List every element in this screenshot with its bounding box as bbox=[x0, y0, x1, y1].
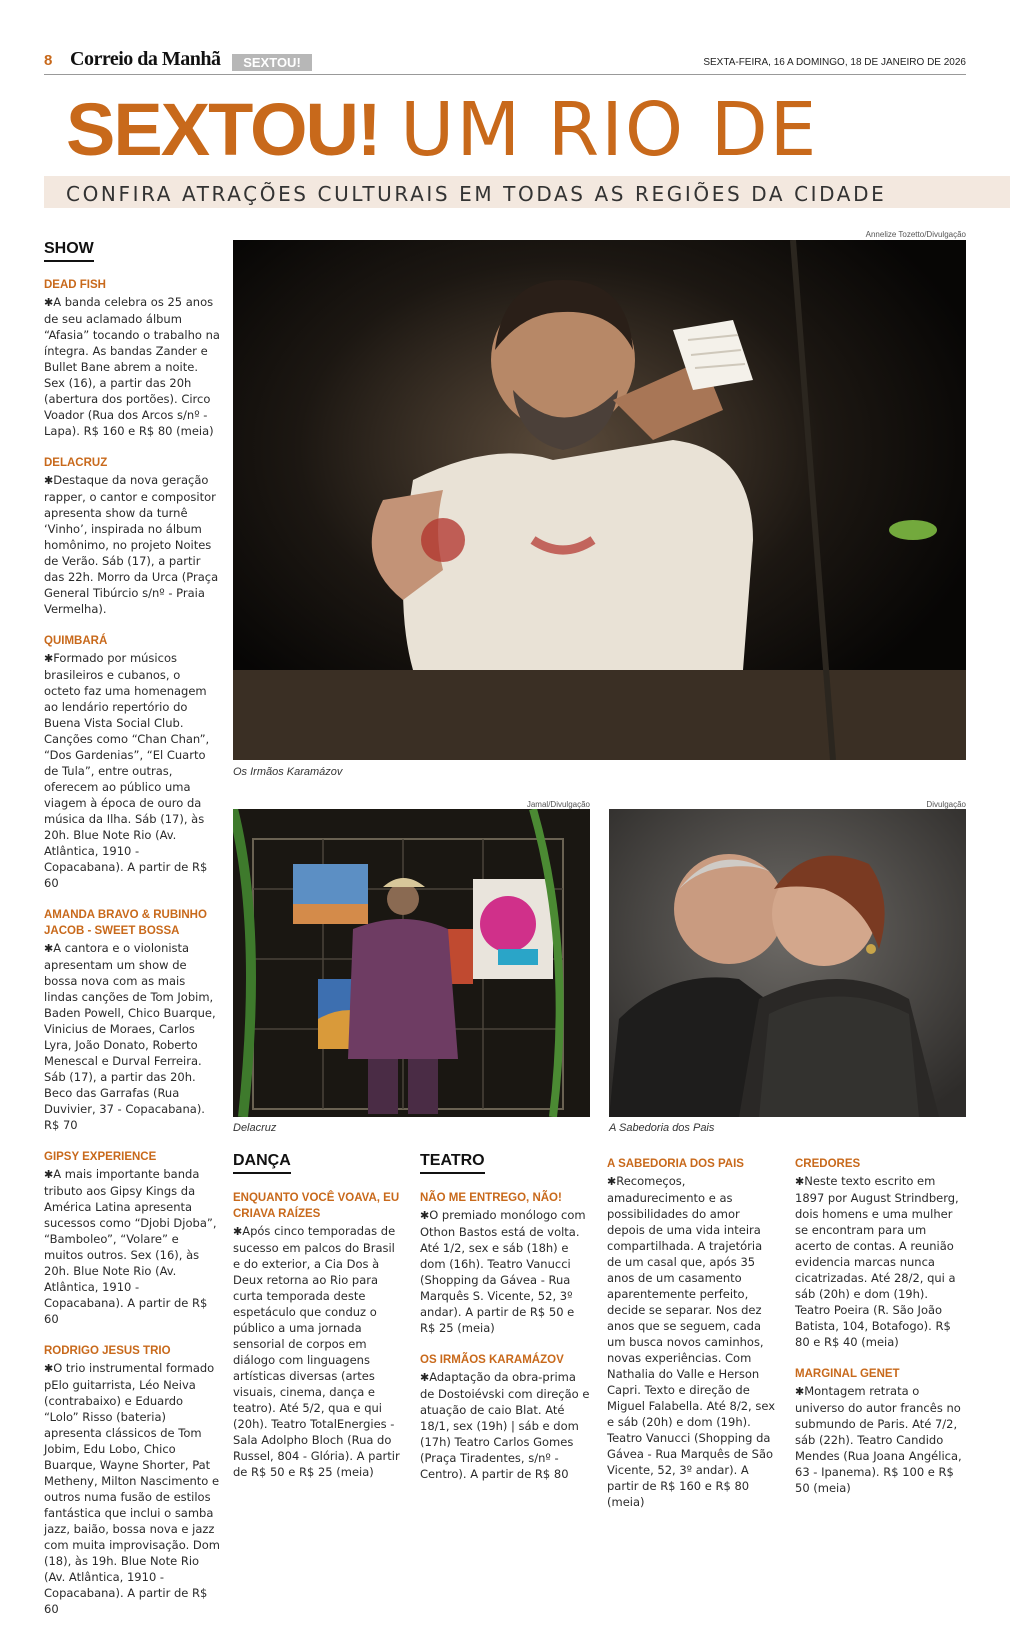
photo-credit-left: Jamal/Divulgação bbox=[526, 800, 590, 809]
teatro-item-text: ✱ Neste texto escrito em 1897 por August Strindberg, dois homens e uma mulher se encontram para um acerto de contas. A reunião evidencia marcas nunca cicatrizadas. Até 28/2, qui a sáb (20h) e dom (19h). Teatro Poeira (R. São João Batista, 104, Botafogo). R$ 80 e R$ 40 (meia) bbox=[795, 1173, 966, 1350]
newspaper-masthead: Correio da Manhã bbox=[70, 48, 221, 70]
subhead: CONFIRA ATRAÇÕES CULTURAIS EM TODAS AS REGIÕES DA CIDADE bbox=[66, 182, 887, 206]
show-item-title: DEAD FISH bbox=[44, 279, 106, 291]
show-item-text: ✱ O trio instrumental formado pElo guitarrista, Léo Neiva (contrabaixo) e Eduardo “Lolo” Risso (bateria) apresenta clássicos de Tom Jobim, Edu Lobo, Chico Buarque, Wayne Shorter, Pat Metheny, Milton Nascimento e outros numa fusão de estilos fantástica que inclui o samba jazz, baião, bossa nova e jazz com muita improvisação. Dom (18), às 19h. Blue Note Rio (Av. Atlântica, 1910 - Copacabana). A partir de R$ 60 bbox=[44, 1360, 220, 1617]
photo-main bbox=[233, 240, 966, 760]
show-item-title: QUIMBARÁ bbox=[44, 635, 108, 647]
danca-section-title: DANÇA bbox=[233, 1152, 291, 1174]
teatro-item-title: CREDORES bbox=[795, 1158, 861, 1170]
show-item-title: GIPSY EXPERIENCE bbox=[44, 1151, 157, 1163]
teatro-item-title: OS IRMÃOS KARAMÁZOV bbox=[420, 1354, 564, 1366]
teatro-item-text: ✱ Recomeços, amadurecimento e as possibilidades do amor depois de uma vida inteira compartilhada. A trajetória de um casal que, após 35 anos de um casamento aparentemente perfeito, decide se separar. Nos dez anos que se seguem, cada um busca novos caminhos, novas experiências. Com Nathalia do Valle e Herson Capri. Texto e direção de Miguel Falabella. Até 8/2, sex e sáb (20h) e dom (19h). Teatro Vanucci (Shopping da Gávea - Rua Marquês de São Vicente, 52, 3º andar). A partir de R$ 160 e R$ 80 (meia) bbox=[607, 1173, 777, 1510]
headline-light: UM RIO DE bbox=[400, 87, 819, 173]
photo-caption-left: Delacruz bbox=[233, 1122, 277, 1134]
teatro-column-1 bbox=[420, 1190, 590, 1498]
show-section-title: SHOW bbox=[44, 240, 94, 262]
section-tag: SEXTOU! bbox=[232, 54, 312, 71]
show-item-title: RODRIGO JESUS TRIO bbox=[44, 1345, 171, 1357]
danca-item-text: ✱ Após cinco temporadas de sucesso em palcos do Brasil e do exterior, a Cia Dos à Deux retorna ao Rio para curta temporada deste espetáculo que conduz o público a uma jornada sensorial de corpos em diálogo com linguagens artísticas diversas (artes visuais, cinema, dança e teatro). Até 5/2, qua e qui (20h). Teatro TotalEnergies - Sala Adolpho Bloch (Rua do Russel, 804 - Glória). A partir de R$ 50 e R$ 25 (meia) bbox=[233, 1223, 405, 1480]
teatro-item-text: ✱ Adaptação da obra-prima de Dostoiévski com direção e atuação de caio Blat. Até 18/1, sex (19h) | sáb e dom (17h) Teatro Carlos Gomes (Praça Tiradentes, s/nº - Centro). A partir de R$ 80 bbox=[420, 1369, 590, 1482]
header-rule bbox=[44, 74, 966, 75]
photo-caption-right: A Sabedoria dos Pais bbox=[609, 1122, 715, 1134]
photo-credit-main: Annelize Tozetto/Divulgação bbox=[865, 230, 966, 239]
couple-portrait-illustration bbox=[609, 809, 966, 1117]
show-item-text: ✱ Destaque da nova geração rapper, o cantor e compositor apresenta show da turnê ‘Vinho’, inspirada no álbum homônimo, no projeto Noites de Verão. Sáb (17), a partir das 22h. Morro da Urca (Praça General Tibúrcio s/nº - Praia Vermelha). bbox=[44, 472, 220, 617]
teatro-item-title: MARGINAL GENET bbox=[795, 1368, 900, 1380]
dateline: SEXTA-FEIRA, 16 A DOMINGO, 18 DE JANEIRO DE 2026 bbox=[703, 57, 966, 68]
danca-item-title: ENQUANTO VOCÊ VOAVA, EU CRIAVA RAÍZES bbox=[233, 1192, 400, 1220]
show-item-title: DELACRUZ bbox=[44, 457, 108, 469]
artist-with-paintings-illustration bbox=[233, 809, 590, 1117]
show-item-text: ✱ A mais importante banda tributo aos Gipsy Kings da América Latina apresenta sucessos como “Djobi Djoba”, “Bamboleo”, “Volare” e muitos outros. Sex (16), às 20h. Blue Note Rio (Av. Atlântica, 1910 - Copacabana). A partir de R$ 60 bbox=[44, 1166, 220, 1327]
show-column bbox=[44, 277, 220, 1633]
teatro-column-3 bbox=[795, 1156, 966, 1512]
headline-bold: SEXTOU! bbox=[66, 88, 380, 171]
danca-column bbox=[233, 1190, 405, 1496]
photo-sabedoria bbox=[609, 809, 966, 1117]
photo-credit-right: Divulgação bbox=[926, 800, 966, 809]
photo-delacruz bbox=[233, 809, 590, 1117]
actor-on-stage-illustration bbox=[233, 240, 966, 760]
teatro-item-text: ✱ Montagem retrata o universo do autor francês no submundo de Paris. Até 7/2, sáb (22h). Teatro Candido Mendes (Rua Joana Angélica, 63 - Ipanema). R$ 100 e R$ 50 (meia) bbox=[795, 1383, 966, 1496]
page-number: 8 bbox=[44, 52, 53, 69]
teatro-item-title: NÃO ME ENTREGO, NÃO! bbox=[420, 1192, 562, 1204]
show-item-text: ✱ Formado por músicos brasileiros e cubanos, o octeto faz uma homenagem ao lendário repertório do Buena Vista Social Club. Canções como “Chan Chan”, “Dos Gardenias”, “El Cuarto de Tula”, entre outras, oferecem ao público uma viagem à época de ouro da música da Ilha. Sáb (17), às 20h. Blue Note Rio (Av. Atlântica, 1910 - Copacabana). A partir de R$ 60 bbox=[44, 650, 220, 891]
show-item-text: ✱ A cantora e o violonista apresentam um show de bossa nova com as mais lindas canções de Tom Jobim, Baden Powell, Chico Buarque, Vinicius de Moraes, Carlos Lyra, João Donato, Roberto Menescal e Durval Ferreira. Sáb (17), a partir das 20h. Beco das Garrafas (Rua Duvivier, 37 - Copacabana). R$ 70 bbox=[44, 940, 220, 1133]
headline bbox=[66, 87, 819, 173]
teatro-item-text: ✱ O premiado monólogo com Othon Bastos está de volta. Até 1/2, sex e sáb (18h) e dom (16h). Teatro Vanucci (Shopping da Gávea - Rua Marquês S. Vicente, 52, 3º andar). A partir de R$ 50 e R$ 25 (meia) bbox=[420, 1207, 590, 1336]
show-item-text: ✱ A banda celebra os 25 anos de seu aclamado álbum “Afasia” tocando o trabalho na íntegra. As bandas Zander e Bullet Bane abrem a noite. Sex (16), a partir das 20h (abertura dos portões). Circo Voador (Rua dos Arcos s/nº - Lapa). R$ 160 e R$ 80 (meia) bbox=[44, 294, 220, 439]
teatro-item-title: A SABEDORIA DOS PAIS bbox=[607, 1158, 744, 1170]
photo-caption-main: Os Irmãos Karamázov bbox=[233, 766, 343, 778]
teatro-section-title: TEATRO bbox=[420, 1152, 485, 1174]
show-item-title: AMANDA BRAVO & RUBINHO JACOB - SWEET BOSSA bbox=[44, 909, 207, 937]
teatro-column-2 bbox=[607, 1156, 777, 1526]
